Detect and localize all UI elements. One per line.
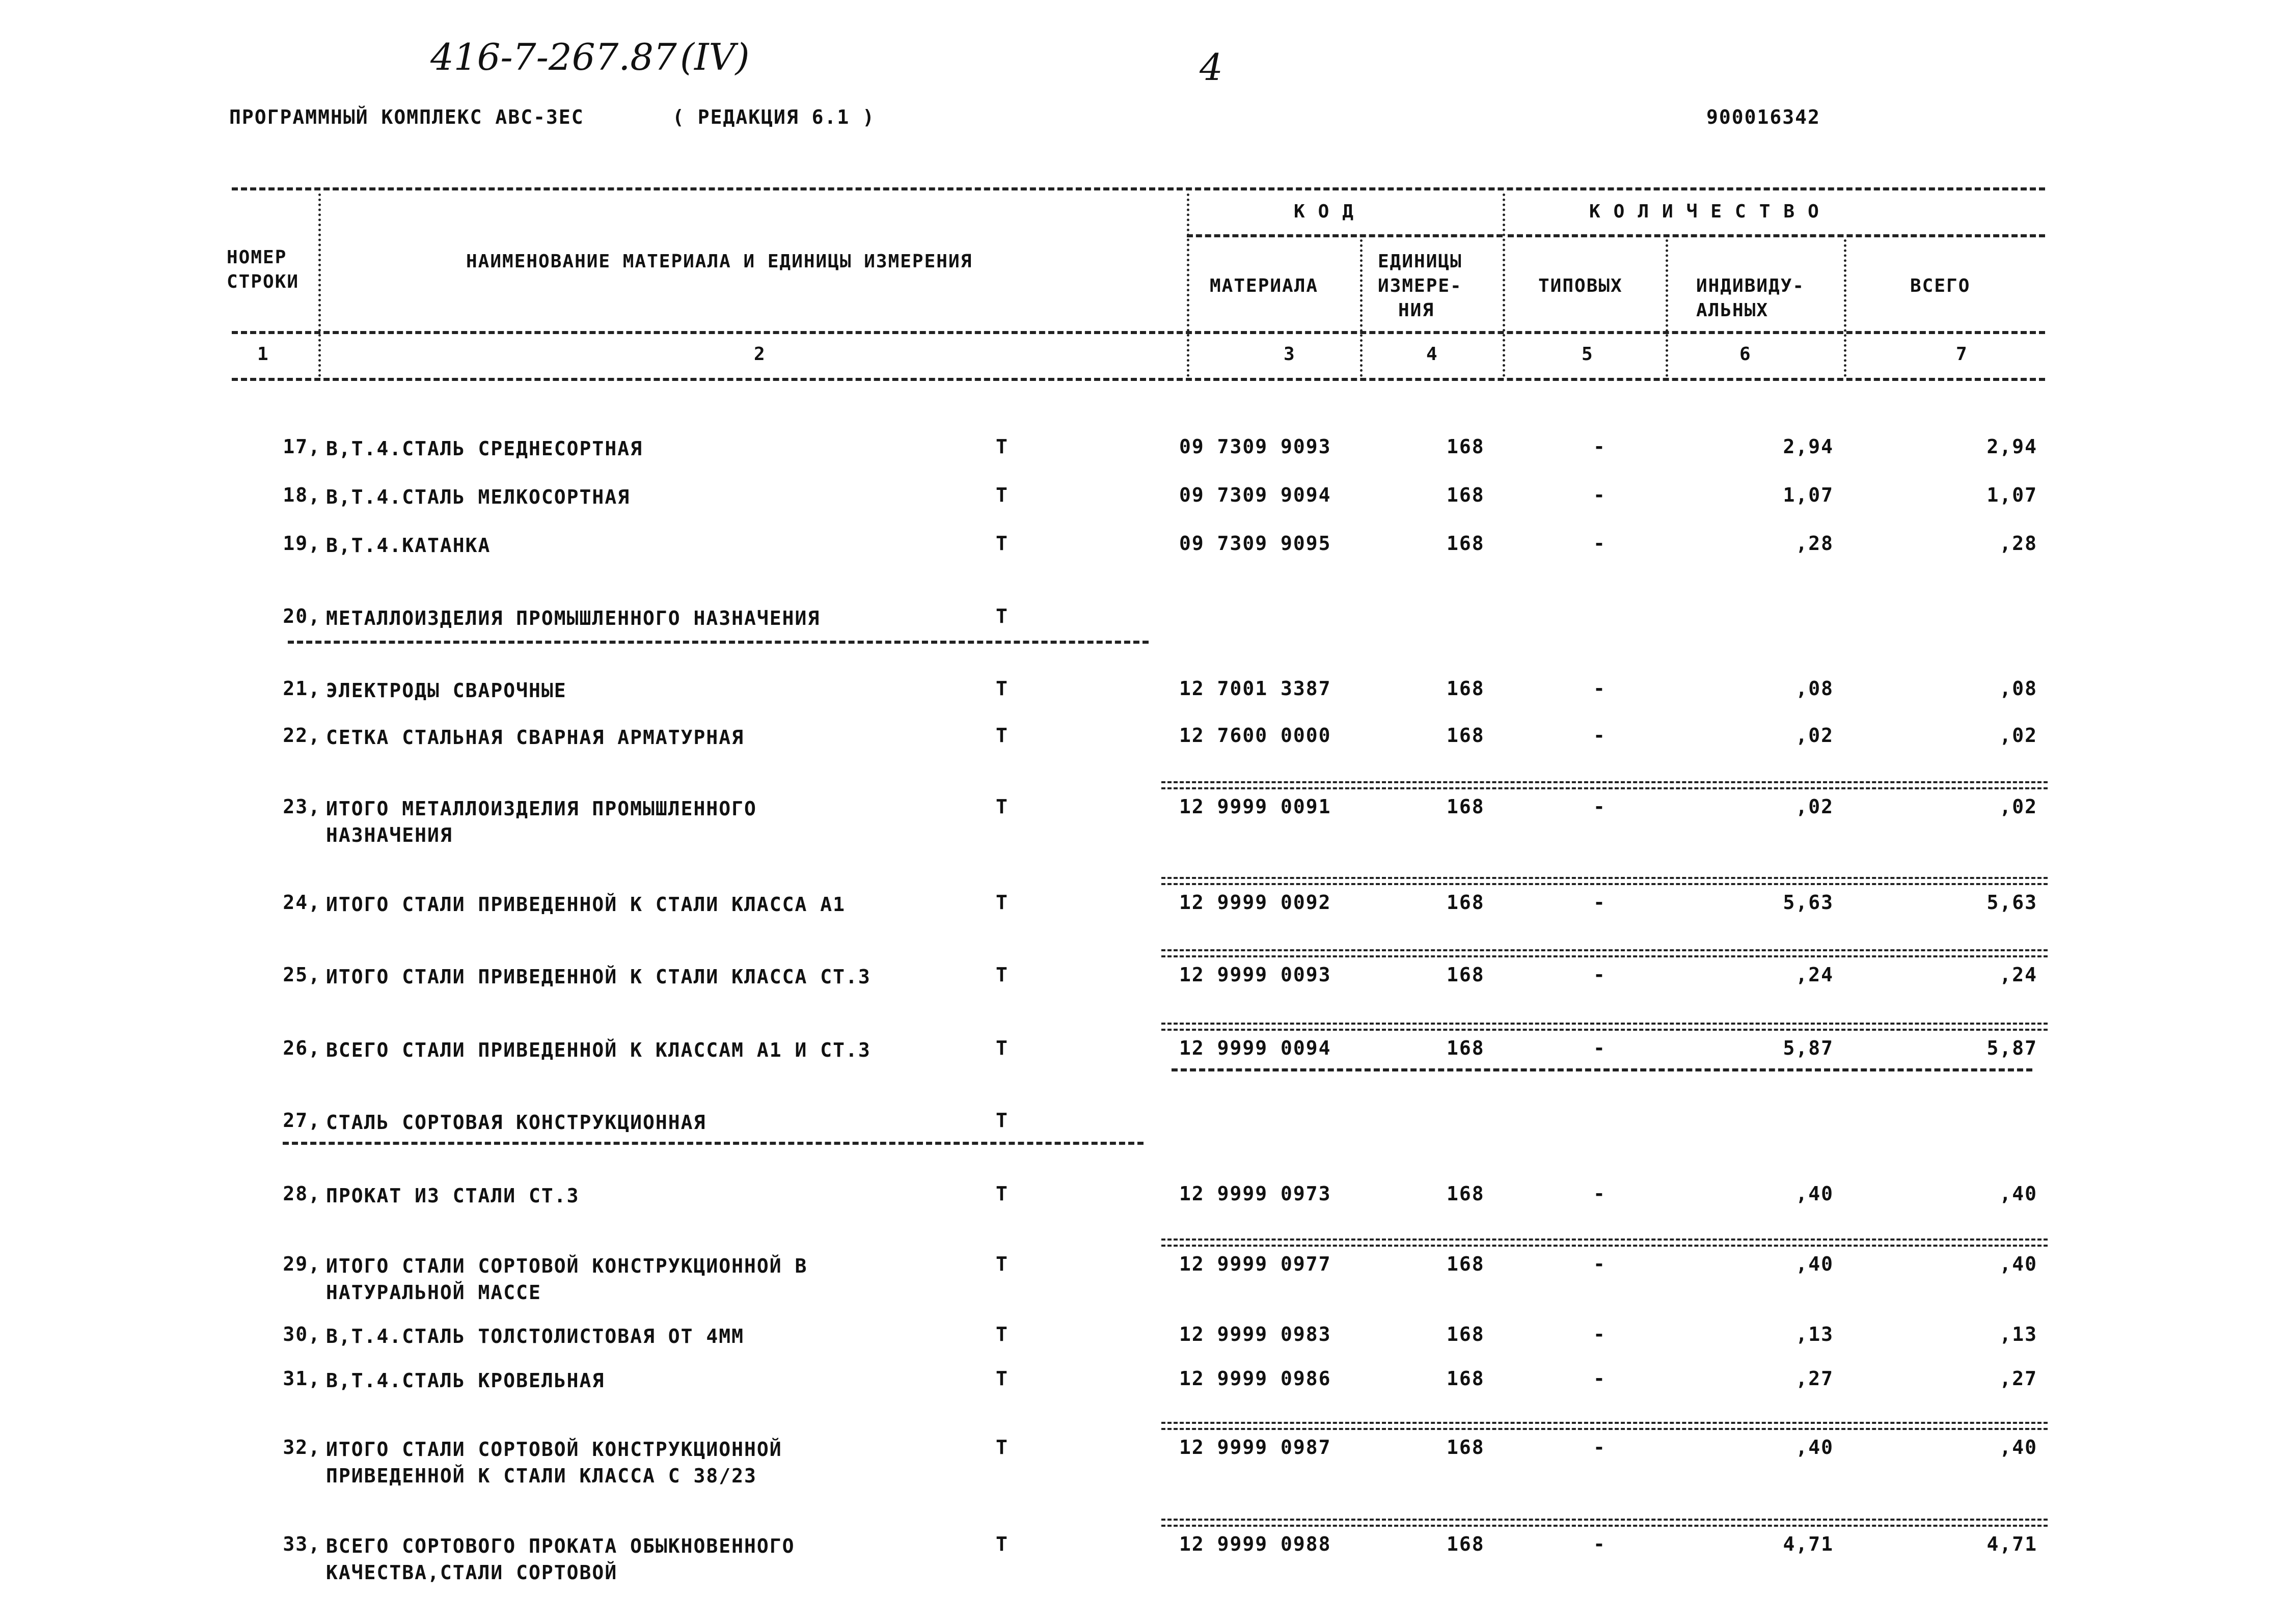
material-code: 12 9999 0973 xyxy=(1179,1182,1331,1205)
material-code: 09 7309 9094 xyxy=(1179,484,1331,506)
unit-code: 168 xyxy=(1447,724,1485,747)
total-qty: ,02 xyxy=(1999,724,2037,747)
unit: Т xyxy=(996,435,1009,458)
row-number: 32, xyxy=(283,1436,321,1458)
unit: Т xyxy=(996,1533,1009,1555)
unit: Т xyxy=(996,1109,1009,1132)
unit-code: 168 xyxy=(1447,677,1485,700)
individual-qty: 4,71 xyxy=(1783,1533,1834,1555)
program-title: ПРОГРАММНЫЙ КОМПЛЕКС АВС-ЗЕС xyxy=(229,106,584,128)
unit-code: 168 xyxy=(1447,891,1485,914)
row-number: 28, xyxy=(283,1182,321,1205)
typical-qty: - xyxy=(1593,435,1606,458)
unit: Т xyxy=(996,795,1009,818)
individual-qty: ,40 xyxy=(1795,1253,1834,1275)
typical-qty: - xyxy=(1593,1037,1606,1059)
individual-qty: 5,87 xyxy=(1783,1037,1834,1059)
kod-sub-rule xyxy=(1187,234,1503,237)
unit: Т xyxy=(996,964,1009,986)
row-number: 26, xyxy=(283,1037,321,1059)
row-number: 19, xyxy=(283,532,321,555)
unit: Т xyxy=(996,605,1009,627)
header-qty: КОЛИЧЕСТВО xyxy=(1589,201,1832,222)
unit: Т xyxy=(996,1253,1009,1275)
material-code: 12 7600 0000 xyxy=(1179,724,1331,747)
album-mark: (IV) xyxy=(680,36,750,78)
subtotal-rule xyxy=(1161,1023,2048,1031)
material-name-cont: НАТУРАЛЬНОЙ МАССЕ xyxy=(326,1281,541,1304)
unit-code: 168 xyxy=(1447,484,1485,506)
material-name: ЭЛЕКТРОДЫ СВАРОЧНЫЕ xyxy=(326,679,567,702)
material-code: 12 9999 0094 xyxy=(1179,1037,1331,1059)
row-number: 27, xyxy=(283,1109,321,1132)
col-divider xyxy=(1503,194,1505,377)
header-unit-3: НИЯ xyxy=(1398,300,1435,321)
typical-qty: - xyxy=(1593,795,1606,818)
row-number: 30, xyxy=(283,1323,321,1345)
material-name: СТАЛЬ СОРТОВАЯ КОНСТРУКЦИОННАЯ xyxy=(326,1111,706,1134)
material-name: В,Т.4.СТАЛЬ ТОЛСТОЛИСТОВАЯ ОТ 4ММ xyxy=(326,1325,744,1347)
header-total: ВСЕГО xyxy=(1910,276,1971,296)
col-number-1: 1 xyxy=(257,344,269,365)
material-code: 12 7001 3387 xyxy=(1179,677,1331,700)
unit: Т xyxy=(996,1182,1009,1205)
material-code: 12 9999 0988 xyxy=(1179,1533,1331,1555)
total-qty: 2,94 xyxy=(1986,435,2037,458)
subtotal-underline xyxy=(1172,1068,2032,1071)
row-number: 33, xyxy=(283,1533,321,1555)
material-name: ПРОКАТ ИЗ СТАЛИ СТ.3 xyxy=(326,1185,580,1207)
individual-qty: 1,07 xyxy=(1783,484,1834,506)
material-name: В,Т.4.СТАЛЬ СРЕДНЕСОРТНАЯ xyxy=(326,437,643,460)
individual-qty: ,02 xyxy=(1795,724,1834,747)
material-name: ИТОГО МЕТАЛЛОИЗДЕЛИЯ ПРОМЫШЛЕННОГО xyxy=(326,797,757,820)
header-row-no-2: СТРОКИ xyxy=(227,271,300,292)
page-number: 4 xyxy=(1200,46,1223,89)
individual-qty: 5,63 xyxy=(1783,891,1834,914)
total-qty: ,24 xyxy=(1999,964,2037,986)
unit: Т xyxy=(996,724,1009,747)
individual-qty: ,13 xyxy=(1795,1323,1834,1345)
unit: Т xyxy=(996,484,1009,506)
col-number-5: 5 xyxy=(1582,344,1594,365)
unit: Т xyxy=(996,677,1009,700)
typical-qty: - xyxy=(1593,724,1606,747)
unit: Т xyxy=(996,1436,1009,1458)
typical-qty: - xyxy=(1593,1367,1606,1390)
col-number-7: 7 xyxy=(1956,344,1968,365)
col-number-6: 6 xyxy=(1739,344,1752,365)
unit-code: 168 xyxy=(1447,964,1485,986)
unit: Т xyxy=(996,1323,1009,1345)
unit-code: 168 xyxy=(1447,1367,1485,1390)
col-number-2: 2 xyxy=(754,344,766,365)
header-typical: ТИПОВЫХ xyxy=(1538,276,1623,296)
material-name: ИТОГО СТАЛИ СОРТОВОЙ КОНСТРУКЦИОННОЙ xyxy=(326,1438,782,1461)
typical-qty: - xyxy=(1593,1323,1606,1345)
header-kod: КОД xyxy=(1294,201,1367,222)
unit-code: 168 xyxy=(1447,1533,1485,1555)
total-qty: ,08 xyxy=(1999,677,2037,700)
individual-qty: ,28 xyxy=(1795,532,1834,555)
col-divider xyxy=(1844,239,1846,377)
total-qty: 5,63 xyxy=(1986,891,2037,914)
row-number: 22, xyxy=(283,724,321,747)
subtotal-rule xyxy=(1161,877,2048,885)
row-number: 29, xyxy=(283,1253,321,1275)
typical-qty: - xyxy=(1593,891,1606,914)
header-unit-1: ЕДИНИЦЫ xyxy=(1378,251,1462,272)
unit-code: 168 xyxy=(1447,1436,1485,1458)
individual-qty: ,02 xyxy=(1795,795,1834,818)
typical-qty: - xyxy=(1593,484,1606,506)
total-qty: ,02 xyxy=(1999,795,2037,818)
unit-code: 168 xyxy=(1447,1037,1485,1059)
unit-code: 168 xyxy=(1447,1182,1485,1205)
material-name: СЕТКА СТАЛЬНАЯ СВАРНАЯ АРМАТУРНАЯ xyxy=(326,726,744,749)
row-number: 17, xyxy=(283,435,321,458)
row-number: 24, xyxy=(283,891,321,914)
header-material: МАТЕРИАЛА xyxy=(1210,276,1319,296)
typical-qty: - xyxy=(1593,1253,1606,1275)
edition-label: ( РЕДАКЦИЯ 6.1 ) xyxy=(672,106,876,128)
header-top-rule xyxy=(232,187,2045,190)
typical-qty: - xyxy=(1593,1182,1606,1205)
subtotal-rule xyxy=(1161,1519,2048,1527)
typical-qty: - xyxy=(1593,1533,1606,1555)
unit-code: 168 xyxy=(1447,532,1485,555)
header-row-no-1: НОМЕР xyxy=(227,247,287,268)
total-qty: 5,87 xyxy=(1986,1037,2037,1059)
subtotal-rule xyxy=(1161,1422,2048,1430)
material-name-cont: НАЗНАЧЕНИЯ xyxy=(326,824,453,846)
document-id: 900016342 xyxy=(1706,106,1820,128)
row-number: 21, xyxy=(283,677,321,700)
material-code: 09 7309 9095 xyxy=(1179,532,1331,555)
material-name: В,Т.4.СТАЛЬ МЕЛКОСОРТНАЯ xyxy=(326,486,631,508)
material-name: В,Т.4.СТАЛЬ КРОВЕЛЬНАЯ xyxy=(326,1369,605,1392)
material-name: ИТОГО СТАЛИ СОРТОВОЙ КОНСТРУКЦИОННОЙ В xyxy=(326,1255,808,1277)
individual-qty: ,08 xyxy=(1795,677,1834,700)
material-name: ВСЕГО СОРТОВОГО ПРОКАТА ОБЫКНОВЕННОГО xyxy=(326,1535,795,1557)
header-mid-rule xyxy=(232,331,2045,334)
unit: Т xyxy=(996,532,1009,555)
individual-qty: ,24 xyxy=(1795,964,1834,986)
typical-qty: - xyxy=(1593,964,1606,986)
typical-qty: - xyxy=(1593,1436,1606,1458)
total-qty: ,40 xyxy=(1999,1436,2037,1458)
col-divider xyxy=(1187,194,1189,377)
material-code: 12 9999 0092 xyxy=(1179,891,1331,914)
unit-code: 168 xyxy=(1447,795,1485,818)
material-name-cont: ПРИВЕДЕННОЙ К СТАЛИ КЛАССА С 38/23 xyxy=(326,1465,757,1487)
material-name: ИТОГО СТАЛИ ПРИВЕДЕННОЙ К СТАЛИ КЛАССА СТ.3 xyxy=(326,966,871,988)
doc-reference: 416-7-267.87 xyxy=(430,36,677,78)
unit-code: 168 xyxy=(1447,1253,1485,1275)
material-name: В,Т.4.КАТАНКА xyxy=(326,534,491,557)
header-unit-2: ИЗМЕРЕ- xyxy=(1378,276,1462,296)
material-code: 09 7309 9093 xyxy=(1179,435,1331,458)
material-code: 12 9999 0983 xyxy=(1179,1323,1331,1345)
material-code: 12 9999 0987 xyxy=(1179,1436,1331,1458)
unit: Т xyxy=(996,1367,1009,1390)
total-qty: ,40 xyxy=(1999,1182,2037,1205)
row-number: 25, xyxy=(283,964,321,986)
unit: Т xyxy=(996,891,1009,914)
qty-sub-rule xyxy=(1508,234,2045,237)
material-code: 12 9999 0977 xyxy=(1179,1253,1331,1275)
total-qty: ,40 xyxy=(1999,1253,2037,1275)
row-number: 20, xyxy=(283,605,321,627)
col-divider xyxy=(318,194,321,377)
material-name: ИТОГО СТАЛИ ПРИВЕДЕННОЙ К СТАЛИ КЛАССА А1 xyxy=(326,893,846,916)
header-indiv-2: АЛЬНЫХ xyxy=(1696,300,1769,321)
material-name: ВСЕГО СТАЛИ ПРИВЕДЕННОЙ К КЛАССАМ А1 И СТ.3 xyxy=(326,1039,871,1061)
total-qty: ,27 xyxy=(1999,1367,2037,1390)
section-underline xyxy=(283,1142,1144,1145)
section-underline xyxy=(288,641,1149,644)
material-code: 12 9999 0093 xyxy=(1179,964,1331,986)
subtotal-rule xyxy=(1161,1238,2048,1247)
row-number: 31, xyxy=(283,1367,321,1390)
col-divider xyxy=(1666,239,1668,377)
header-bottom-rule xyxy=(232,378,2045,381)
typical-qty: - xyxy=(1593,677,1606,700)
row-number: 18, xyxy=(283,484,321,506)
unit-code: 168 xyxy=(1447,1323,1485,1345)
typical-qty: - xyxy=(1593,532,1606,555)
total-qty: ,13 xyxy=(1999,1323,2037,1345)
subtotal-rule xyxy=(1161,781,2048,789)
unit: Т xyxy=(996,1037,1009,1059)
total-qty: 4,71 xyxy=(1986,1533,2037,1555)
individual-qty: ,40 xyxy=(1795,1182,1834,1205)
total-qty: ,28 xyxy=(1999,532,2037,555)
material-name-cont: КАЧЕСТВА,СТАЛИ СОРТОВОЙ xyxy=(326,1561,618,1584)
col-divider xyxy=(1360,239,1363,377)
material-name: МЕТАЛЛОИЗДЕЛИЯ ПРОМЫШЛЕННОГО НАЗНАЧЕНИЯ xyxy=(326,607,821,629)
subtotal-rule xyxy=(1161,949,2048,957)
col-number-3: 3 xyxy=(1284,344,1296,365)
material-code: 12 9999 0091 xyxy=(1179,795,1331,818)
material-code: 12 9999 0986 xyxy=(1179,1367,1331,1390)
individual-qty: ,40 xyxy=(1795,1436,1834,1458)
total-qty: 1,07 xyxy=(1986,484,2037,506)
row-number: 23, xyxy=(283,795,321,818)
individual-qty: ,27 xyxy=(1795,1367,1834,1390)
header-indiv-1: ИНДИВИДУ- xyxy=(1696,276,1805,296)
unit-code: 168 xyxy=(1447,435,1485,458)
header-name: НАИМЕНОВАНИЕ МАТЕРИАЛА И ЕДИНИЦЫ ИЗМЕРЕНИЯ xyxy=(466,251,973,272)
col-number-4: 4 xyxy=(1426,344,1438,365)
individual-qty: 2,94 xyxy=(1783,435,1834,458)
